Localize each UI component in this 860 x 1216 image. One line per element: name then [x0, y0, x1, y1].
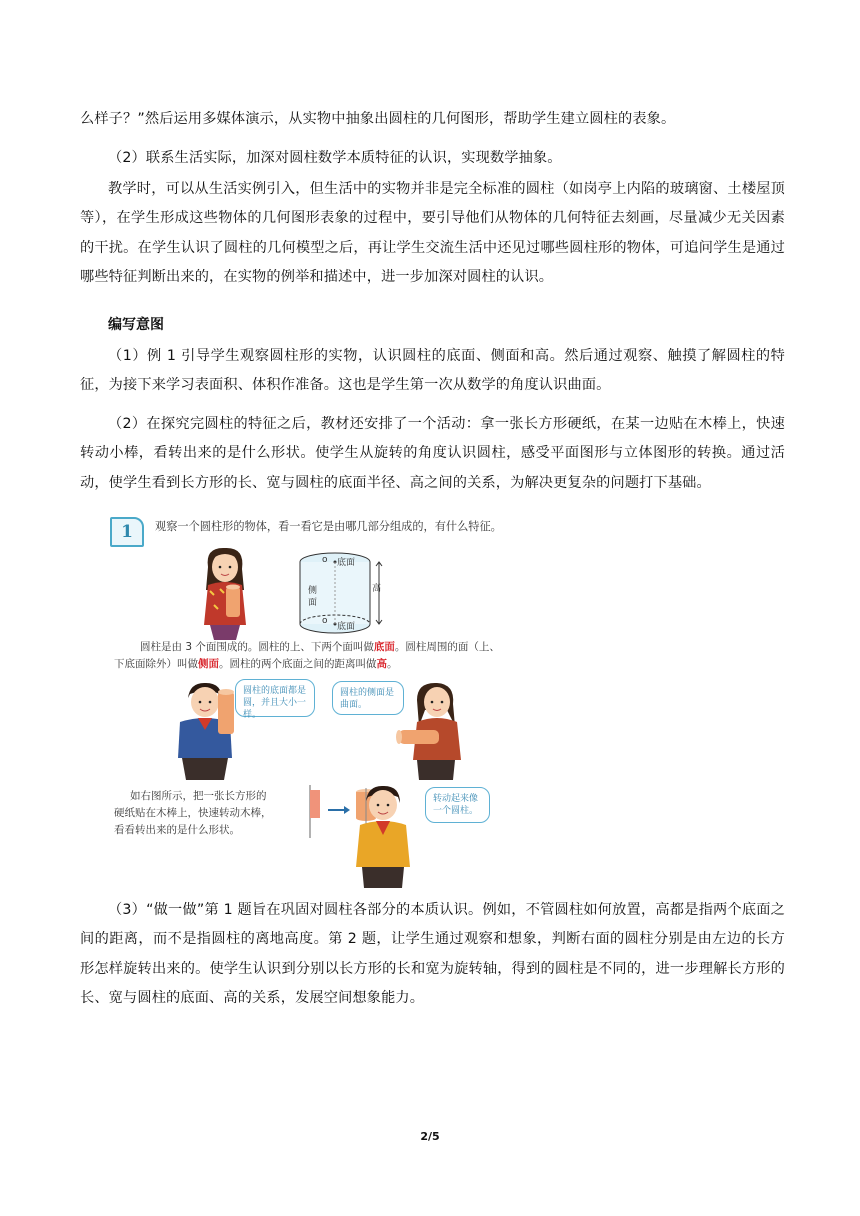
- cylinder-side-label-1: 侧: [308, 586, 318, 596]
- activity-text-line-2: 硬纸贴在木棒上，快速转动木棒，: [114, 807, 272, 819]
- cylinder-bottom-label: 底面: [337, 622, 356, 632]
- activity-text-line-3: 看看转出来的是什么形状。: [114, 824, 240, 836]
- boy-speech-bubble: 圆柱的底面都是圆，并且大小一样。: [235, 679, 315, 717]
- paragraph-point-2: （2）联系生活实际，加深对圆柱数学本质特征的认识，实现数学抽象。: [108, 150, 562, 166]
- figure-description-line-1: 圆柱是由 3 个面围成的。圆柱的上、下两个面叫做底面。圆柱周围的面（上、: [140, 641, 500, 653]
- paragraph-intro-end: 么样子？”然后运用多媒体演示，从实物中抽象出圆柱的几何图形，帮助学生建立圆柱的表象。: [80, 111, 676, 127]
- cylinder-top-label: 底面: [337, 558, 356, 568]
- cylinder-bottom-center-label: o: [322, 616, 328, 626]
- paragraph-intent-2: （2）在探究完圆柱的特征之后，教材还安排了一个活动：拿一张长方形硬纸，在某一边贴在木棒上，快速转动小棒，看转出来的是什么形状。使学生从旋转的角度认识圆柱，感受平面图形与立体图形的转换。通过活动，使学生看到长方形的长、宽与圆柱的底面半径、高之间的关系，为解决更复杂的问题打下基础。: [80, 416, 785, 491]
- example-number-badge: 1: [110, 517, 144, 547]
- paragraph-intent-1: （1）例 1 引导学生观察圆柱形的实物，认识圆柱的底面、侧面和高。然后通过观察、触摸了解圆柱的特征，为接下来学习表面积、体积作准备。这也是学生第一次从数学的角度认识曲面。: [80, 348, 785, 394]
- figure-title: 观察一个圆柱形的物体，看一看它是由哪几部分组成的，有什么特征。: [155, 520, 502, 533]
- cylinder-side-label-2: 面: [308, 598, 318, 608]
- boy-spin-speech-bubble: 转动起来像一个圆柱。: [425, 787, 490, 823]
- activity-text-line-1: 如右图所示，把一张长方形的: [130, 790, 267, 802]
- girl-speech-bubble: 圆柱的侧面是曲面。: [332, 681, 404, 715]
- cylinder-top-center-label: o: [322, 555, 328, 565]
- girl-with-cylinder-illustration: [190, 545, 260, 640]
- boy-with-cylinder-illustration: [170, 680, 245, 780]
- cylinder-height-label: 高: [372, 584, 382, 594]
- figure-description-line-2: 下底面除外）叫做侧面。圆柱的两个底面之间的距离叫做高。: [114, 658, 398, 670]
- section-heading: 编写意图: [108, 317, 164, 333]
- paragraph-intent-3: （3）“做一做”第 1 题旨在巩固对圆柱各部分的本质认识。例如，不管圆柱如何放置，高都是指两个底面之间的距离，而不是指圆柱的离地高度。第 2 题，让学生通过观察和想象，判断右面的圆柱分别是由左边的长方形怎样旋转出来的。使学生认识到分别以长方形的长和宽为旋转轴，得到的圆柱是不同的，进一步理解长方形的长、宽与圆柱的底面、高的关系，发展空间想象能力。: [80, 902, 785, 1006]
- page-number: 2/5: [420, 1130, 440, 1143]
- girl-touching-cylinder-illustration: [395, 680, 475, 780]
- paragraph-teaching: 教学时，可以从生活实例引入，但生活中的实物并非是完全标准的圆柱（如岗亭上内陷的玻璃窗、土楼屋顶等），在学生形成这些物体的几何图形表象的过程中，要引导他们从物体的几何特征去刻画，尽量减少无关因素的干扰。在学生认识了圆柱的几何模型之后，再让学生交流生活中还见过哪些圆柱形的物体，可追问学生是通过哪些特征判断出来的，在实物的例举和描述中，进一步加深对圆柱的认识。: [80, 181, 785, 285]
- boy-with-spinning-cylinder-illustration: [350, 783, 420, 888]
- textbook-figure: [110, 515, 505, 890]
